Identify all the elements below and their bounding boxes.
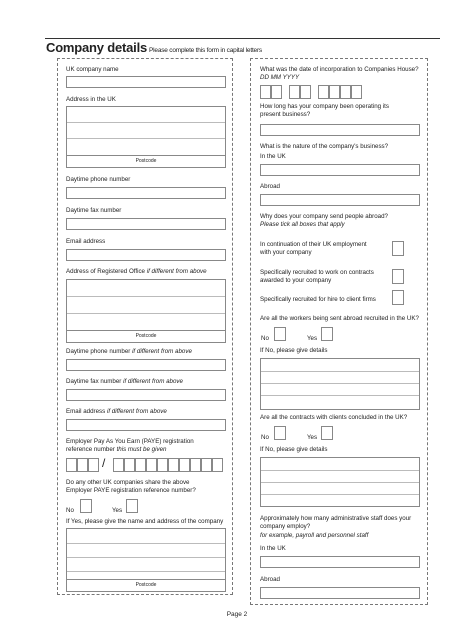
staff-note-label: for example, payroll and personnel staff [260, 532, 369, 539]
paye-box[interactable] [201, 458, 212, 472]
staff-question-line-2: company employ? [260, 523, 311, 530]
paye-box[interactable] [66, 458, 77, 472]
share-yes-checkbox[interactable] [126, 499, 138, 513]
staff-abroad-field[interactable] [260, 587, 420, 599]
if-no-2-label: If No, please give details [260, 446, 328, 453]
share-question-line-2: Employer PAYE registration reference number? [66, 487, 196, 494]
recruited-no-label: No [261, 335, 269, 342]
if-no-details-field[interactable] [260, 358, 420, 410]
paye-box[interactable] [190, 458, 201, 472]
paye-box[interactable] [88, 458, 99, 472]
nature-in-uk-label: In the UK [260, 153, 286, 160]
paye-box[interactable] [157, 458, 168, 472]
date-day-box[interactable] [271, 85, 282, 99]
recruited-no-checkbox[interactable] [274, 327, 286, 341]
paye-box[interactable] [135, 458, 146, 472]
postcode-label-2: Postcode [67, 330, 225, 342]
why-question-label: Why does your company send people abroad? [260, 213, 388, 220]
option-2-line-2: awarded to your company [260, 277, 332, 284]
postcode-label: Postcode [67, 155, 225, 167]
page-title [46, 40, 262, 55]
if-no-label: If No, please give details [260, 347, 328, 354]
date-year-box[interactable] [329, 85, 340, 99]
recruited-yes-label: Yes [307, 335, 318, 342]
recruited-question-label: Are all the workers being sent abroad recruited in the UK? [260, 315, 419, 322]
paye-label-line-2: reference number this must be given [66, 446, 167, 453]
how-long-line-2: present business? [260, 111, 311, 118]
if-yes-label: If Yes, please give the name and address of the company [66, 518, 224, 525]
paye-slash: / [102, 456, 106, 470]
staff-question-line-1: Approximately how many administrative staff does your [260, 515, 412, 522]
date-month-box[interactable] [289, 85, 300, 99]
paye-box[interactable] [212, 458, 223, 472]
date-format-label: DD MM YYYY [260, 74, 300, 81]
date-year-box[interactable] [340, 85, 351, 99]
date-year-box[interactable] [318, 85, 329, 99]
paye-box[interactable] [179, 458, 190, 472]
option-1-line-1: In continuation of their UK employment [260, 241, 367, 248]
email-label: Email address [66, 238, 106, 245]
uk-company-name-label: UK company name [66, 66, 119, 73]
paye-box[interactable] [168, 458, 179, 472]
uk-company-name-field[interactable] [66, 76, 226, 88]
email-2-label: Email address if different from above [66, 408, 167, 415]
daytime-phone-2-field[interactable] [66, 359, 226, 371]
page-number: Page 2 [226, 611, 248, 618]
option-2-line-1: Specifically recruited to work on contracts [260, 269, 374, 276]
if-yes-company-field[interactable] [66, 528, 226, 592]
contracts-question-label: Are all the contracts with clients concluded in the UK? [260, 414, 408, 421]
nature-abroad-label: Abroad [260, 183, 280, 190]
staff-abroad-label: Abroad [260, 576, 280, 583]
date-day-box[interactable] [260, 85, 271, 99]
nature-in-uk-field[interactable] [260, 164, 420, 176]
share-no-checkbox[interactable] [80, 499, 92, 513]
date-month-box[interactable] [300, 85, 311, 99]
title-text: Company details [46, 40, 148, 55]
date-year-box[interactable] [351, 85, 362, 99]
paye-box[interactable] [124, 458, 135, 472]
title-subtitle: Please complete this form in capital letters [149, 47, 262, 54]
staff-in-uk-field[interactable] [260, 556, 420, 568]
share-question-line-1: Do any other UK companies share the above [66, 479, 190, 486]
address-uk-field[interactable] [66, 106, 226, 168]
nature-question-label: What is the nature of the company's business? [260, 143, 389, 150]
share-no-label: No [66, 507, 74, 514]
option-1-checkbox[interactable] [392, 241, 404, 256]
daytime-phone-2-label: Daytime phone number if different from above [66, 348, 192, 355]
daytime-fax-2-field[interactable] [66, 389, 226, 401]
header-rule [45, 38, 440, 39]
why-note-label: Please tick all boxes that apply [260, 221, 345, 228]
contracts-yes-label: Yes [307, 434, 318, 441]
address-uk-label: Address in the UK [66, 96, 116, 103]
date-question-label: What was the date of incorporation to Companies House? [260, 66, 419, 73]
daytime-fax-label: Daytime fax number [66, 207, 122, 214]
registered-office-label: Address of Registered Office if different from above [66, 268, 207, 275]
postcode-label-3: Postcode [67, 579, 225, 591]
registered-office-field[interactable] [66, 279, 226, 343]
how-long-field[interactable] [260, 124, 420, 136]
option-1-line-2: with your company [260, 249, 312, 256]
option-3-checkbox[interactable] [392, 290, 404, 305]
daytime-phone-label: Daytime phone number [66, 176, 131, 183]
option-2-checkbox[interactable] [392, 269, 404, 284]
contracts-yes-checkbox[interactable] [321, 426, 333, 440]
contracts-no-label: No [261, 434, 269, 441]
daytime-phone-field[interactable] [66, 187, 226, 199]
paye-box[interactable] [77, 458, 88, 472]
share-yes-label: Yes [112, 507, 123, 514]
staff-in-uk-label: In the UK [260, 545, 286, 552]
paye-box[interactable] [113, 458, 124, 472]
paye-label-line-1: Employer Pay As You Earn (PAYE) registration [66, 438, 194, 445]
daytime-fax-field[interactable] [66, 218, 226, 230]
contracts-no-checkbox[interactable] [274, 426, 286, 440]
if-no-2-details-field[interactable] [260, 457, 420, 507]
recruited-yes-checkbox[interactable] [321, 327, 333, 341]
paye-box[interactable] [146, 458, 157, 472]
daytime-fax-2-label: Daytime fax number if different from above [66, 378, 183, 385]
email-field[interactable] [66, 249, 226, 261]
email-2-field[interactable] [66, 419, 226, 431]
how-long-line-1: How long has your company been operating its [260, 103, 389, 110]
nature-abroad-field[interactable] [260, 194, 420, 206]
option-3-label: Specifically recruited for hire to client firms [260, 296, 376, 303]
